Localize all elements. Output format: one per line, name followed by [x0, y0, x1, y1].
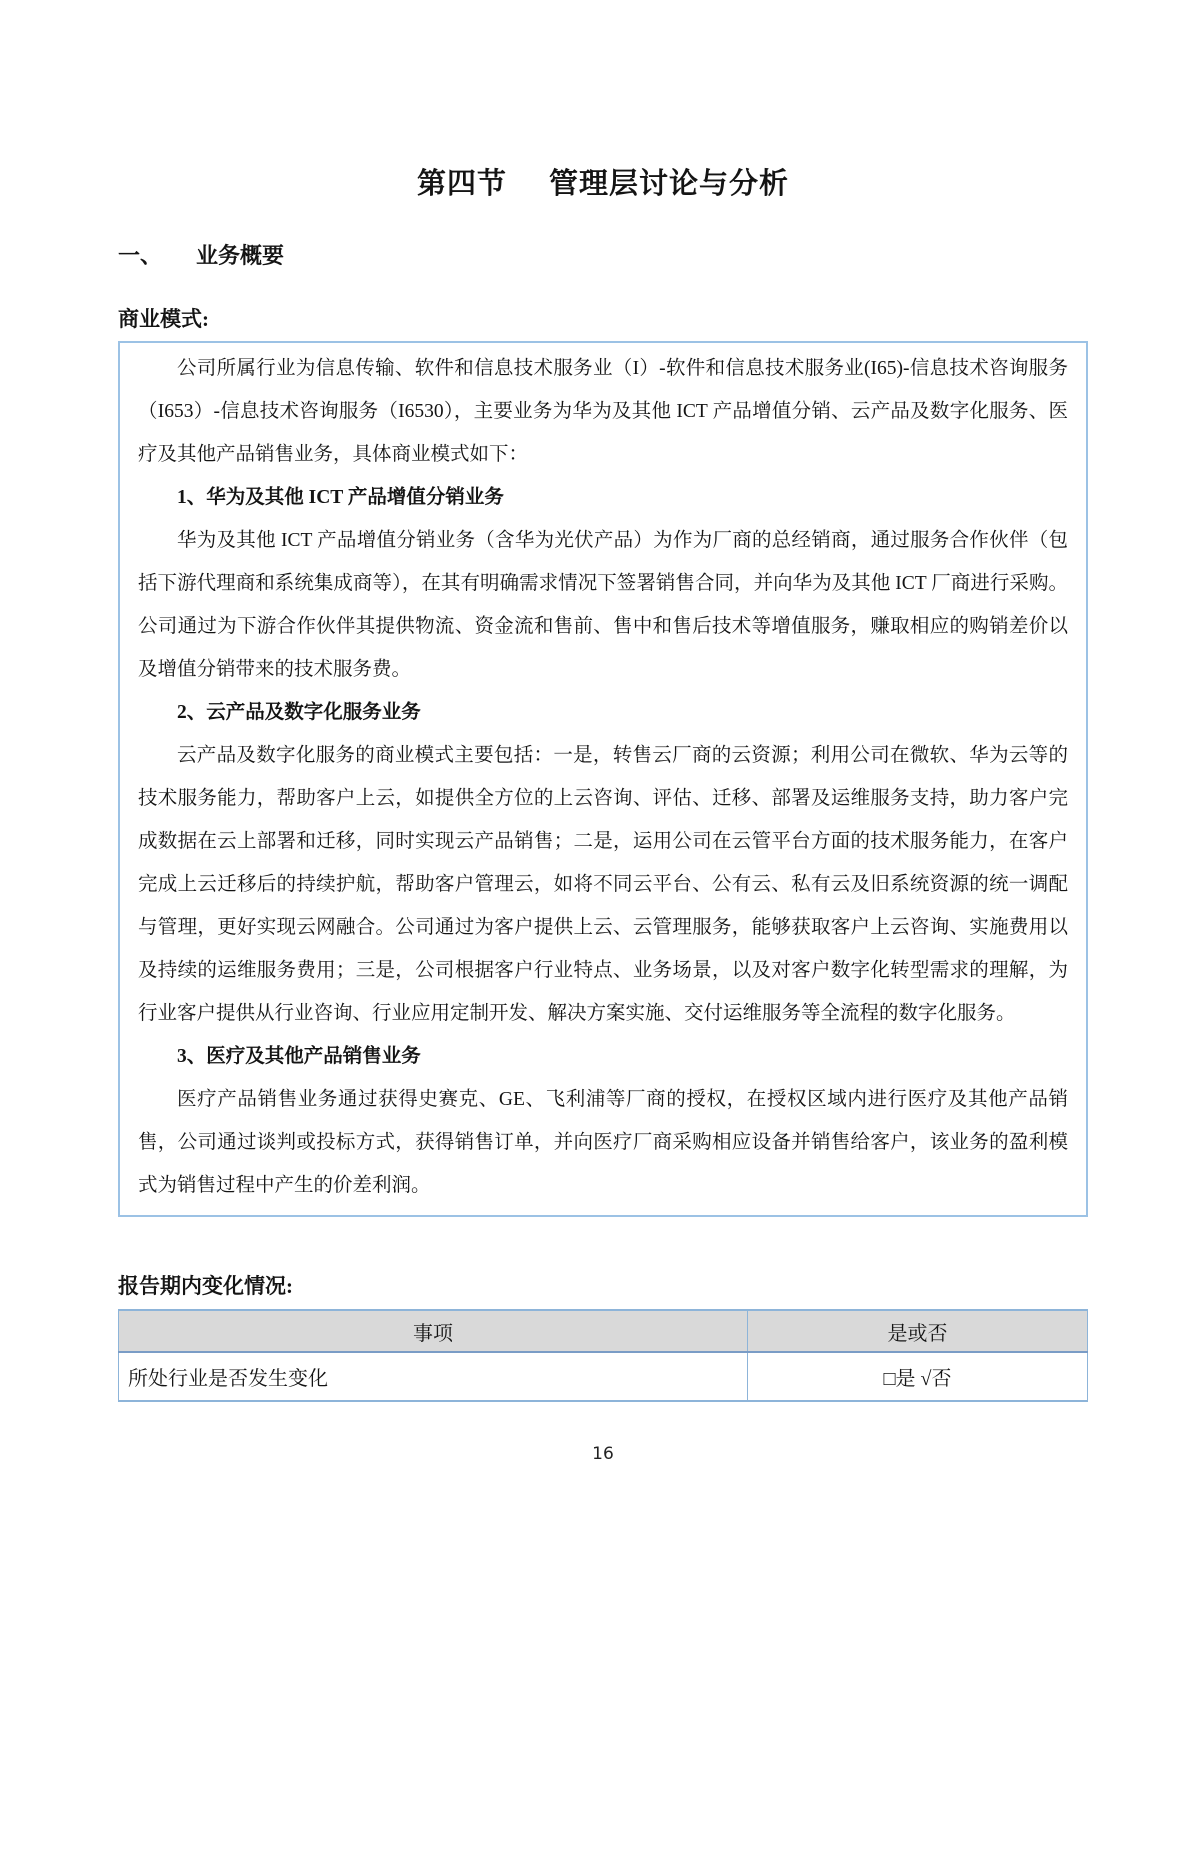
- business-model-label: 商业模式:: [118, 307, 209, 331]
- page-number: 16: [592, 1444, 614, 1464]
- business-model-paragraph: 医疗产品销售业务通过获得史赛克、GE、飞利浦等厂商的授权，在授权区域内进行医疗及其他产品销售，公司通过谈判或投标方式，获得销售订单，并向医疗厂商采购相应设备并销售给客户，该业务的盈利模式为销售过程中产生的价差利润。: [138, 1089, 1068, 1196]
- table-header-row: [119, 1310, 1088, 1352]
- business-model-box: [118, 341, 1088, 1217]
- page-title-section: 第四节: [416, 168, 507, 200]
- business-model-paragraph: 公司所属行业为信息传输、软件和信息技术服务业（I）-软件和信息技术服务业(I65)-信息技术咨询服务（I653）-信息技术咨询服务（I6530），主要业务为华为及其他 ICT 产品增值分销、云产品及数字化服务、医疗及其他产品销售业务，具体商业模式如下：: [138, 358, 1068, 465]
- business-model-paragraph: 华为及其他 ICT 产品增值分销业务（含华为光伏产品）为作为厂商的总经销商，通过服务合作伙伴（包括下游代理商和系统集成商等），在其有明确需求情况下签署销售合同，并向华为及其他 ICT 厂商进行采购。公司通过为下游合作伙伴其提供物流、资金流和售前、售中和售后技术等增值服务，赚取相应的购销差价以及增值分销带来的技术服务费。: [138, 530, 1068, 680]
- table-header-yesno: 是或否: [747, 1310, 1087, 1352]
- business-model-paragraph: 1、华为及其他 ICT 产品增值分销业务: [177, 487, 504, 508]
- row-item-cell: 所处行业是否发生变化: [119, 1352, 748, 1401]
- business-model-paragraph: 云产品及数字化服务的商业模式主要包括：一是，转售云厂商的云资源；利用公司在微软、华为云等的技术服务能力，帮助客户上云，如提供全方位的上云咨询、评估、迁移、部署及运维服务支持，助力客户完成数据在云上部署和迁移，同时实现云产品销售；二是，运用公司在云管平台方面的技术服务能力，在客户完成上云迁移后的持续护航，帮助客户管理云，如将不同云平台、公有云、私有云及旧系统资源的统一调配与管理，更好实现云网融合。公司通过为客户提供上云、云管理服务，能够获取客户上云咨询、实施费用以及持续的运维服务费用；三是，公司根据客户行业特点、业务场景，以及对客户数字化转型需求的理解，为行业客户提供从行业咨询、行业应用定制开发、解决方案实施、交付运维服务等全流程的数字化服务。: [138, 745, 1068, 1024]
- table-header-item: 事项: [119, 1310, 748, 1352]
- document-page: [118, 166, 1088, 1464]
- row-answer-cell: □是 √否: [747, 1352, 1087, 1401]
- section-heading: [118, 242, 1088, 270]
- section-heading-text: 业务概要: [196, 243, 285, 268]
- changes-table-head: [119, 1310, 1088, 1352]
- report-changes-label: 报告期内变化情况:: [118, 1274, 293, 1298]
- business-model-paragraph: 3、医疗及其他产品销售业务: [177, 1046, 421, 1067]
- page-title: [118, 166, 1088, 202]
- changes-table-body: [119, 1352, 1088, 1401]
- section-heading-number: 一、: [118, 243, 163, 268]
- business-model-paragraph: 2、云产品及数字化服务业务: [177, 702, 421, 723]
- table-row: [119, 1352, 1088, 1401]
- page-title-text: 管理层讨论与分析: [549, 168, 790, 200]
- changes-table: [118, 1309, 1088, 1402]
